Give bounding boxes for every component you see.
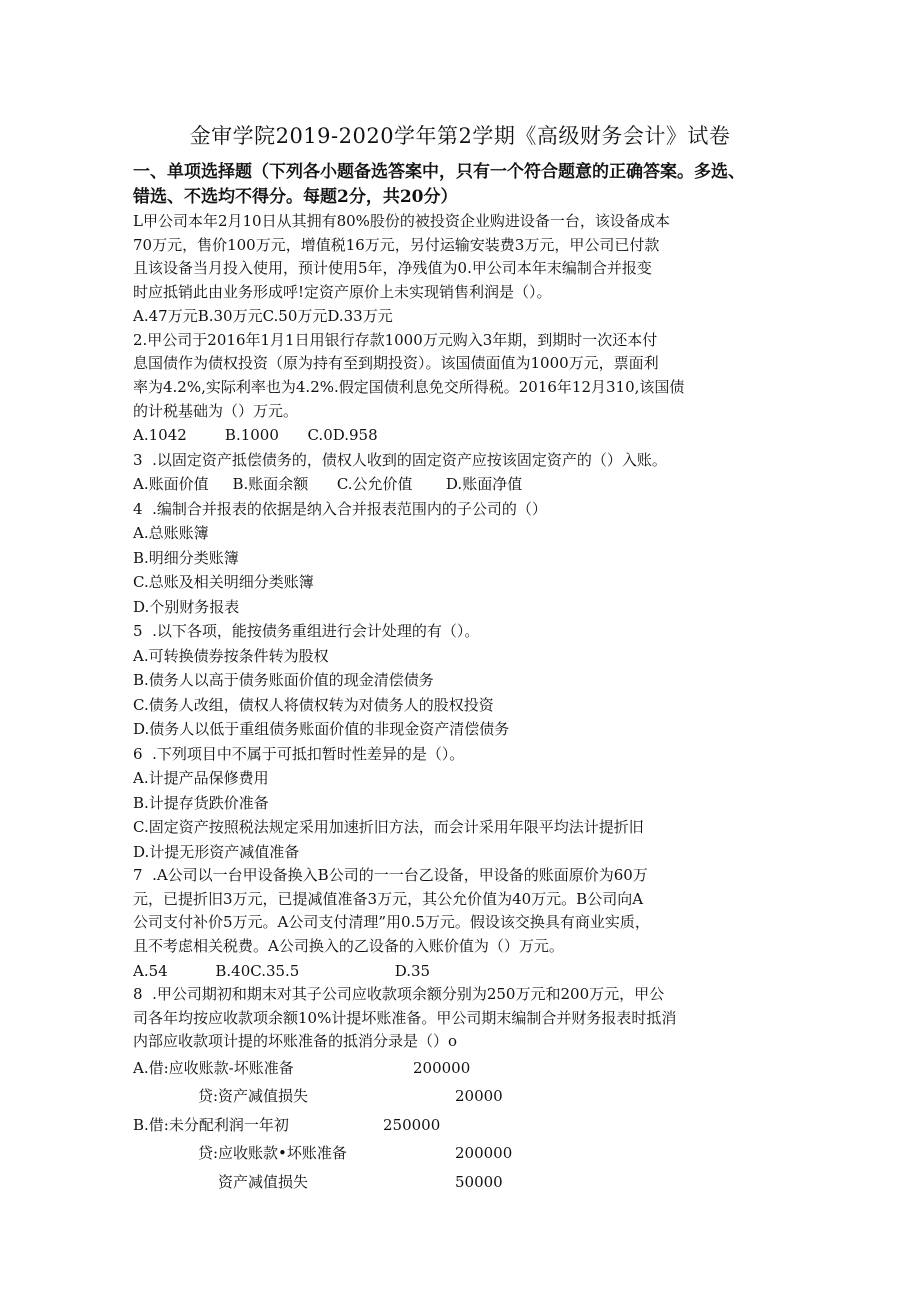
question-text: 2.甲公司于2016年1月1日用银行存款1000万元购入3年期，到期时一次还本付 bbox=[133, 330, 658, 349]
question-text: 司各年均按应收款项余额10%计提坏账准备。甲公司期末编制合并财务报表时抵消 bbox=[133, 1008, 677, 1027]
option-d: D.计提无形资产减值准备 bbox=[133, 842, 300, 861]
option-d: D.债务人以低于重组债务账面价值的非现金资产清偿债务 bbox=[133, 720, 510, 739]
option-c: C.总账及相关明细分类账簿 bbox=[133, 573, 314, 592]
question-text: 5 .以下各项，能按债务重组进行会计处理的有（）。 bbox=[133, 622, 480, 641]
question-8 bbox=[133, 983, 805, 1196]
journal-entry-line bbox=[133, 1082, 805, 1111]
question-text: 元，已提折旧3万元，已提减值准备3万元，其公允价值为40万元。B公司向A bbox=[133, 889, 644, 908]
question-3 bbox=[133, 448, 805, 497]
option-b: B.计提存货跌价准备 bbox=[133, 793, 269, 812]
option-a: A.可转换债券按条件转为股权 bbox=[133, 646, 329, 665]
question-text: 70万元，售价100万元，增值税16万元，另付运输安装费3万元，甲公司已付款 bbox=[133, 235, 660, 254]
entry-account: 贷:资产减值损失 bbox=[198, 1087, 309, 1106]
question-options: A.1042 B.1000 C.0D.958 bbox=[133, 426, 378, 445]
entry-account: A.借:应收账款-坏账准备 bbox=[133, 1058, 294, 1077]
exam-title: 金审学院2019-2020学年第2学期《高级财务会计》试卷 bbox=[189, 124, 731, 148]
entry-amount: 250000 bbox=[383, 1115, 441, 1134]
entry-account: 资产减值损失 bbox=[218, 1172, 309, 1191]
question-7 bbox=[133, 864, 805, 983]
question-options: A.47万元B.30万元C.50万元D.33万元 bbox=[133, 307, 393, 326]
question-text: 8 .甲公司期初和期末对其子公司应收款项余额分别为250万元和200万元，甲公 bbox=[133, 985, 665, 1004]
option-c: C.债务人改组，债权人将债权转为对债务人的股权投资 bbox=[133, 695, 494, 714]
journal-entry-line bbox=[133, 1054, 805, 1083]
entry-amount: 20000 bbox=[455, 1087, 503, 1106]
option-a: A.总账账簿 bbox=[133, 524, 209, 543]
question-1 bbox=[133, 210, 805, 329]
question-4 bbox=[133, 497, 805, 620]
question-text: 公司支付补价5万元。A公司支付清理”用0.5万元。假设该交换具有商业实质， bbox=[133, 913, 650, 932]
option-a: A.计提产品保修费用 bbox=[133, 769, 269, 788]
journal-entry-line bbox=[133, 1139, 805, 1168]
question-2 bbox=[133, 329, 805, 448]
question-options: A.账面价值 B.账面余额 C.公允价值 D.账面净值 bbox=[133, 475, 523, 494]
question-text: 且不考虑相关税费。A公司换入的乙设备的入账价值为（）万元。 bbox=[133, 937, 564, 956]
journal-entry-line bbox=[133, 1111, 805, 1140]
question-text: 4 .编制合并报表的依据是纳入合并报表范围内的子公司的（） bbox=[133, 499, 547, 518]
section-heading bbox=[133, 160, 803, 210]
section-heading-line: 错选、不选均不得分。每题2分，共20分） bbox=[133, 187, 458, 207]
entry-amount: 200000 bbox=[413, 1058, 471, 1077]
question-text: 的计税基础为（）万元。 bbox=[133, 401, 299, 420]
section-heading-line: 一、单项选择题（下列各小题备选答案中，只有一个符合题意的正确答案。多选、 bbox=[133, 162, 745, 182]
entry-account: 贷:应收账款•坏账准备 bbox=[198, 1144, 347, 1163]
question-text: 7 .A公司以一台甲设备换入B公司的一一台乙设备，甲设备的账面原价为60万 bbox=[133, 866, 648, 885]
question-options: A.54 B.40C.35.5 D.35 bbox=[133, 961, 431, 980]
question-6 bbox=[133, 742, 805, 865]
entry-amount: 50000 bbox=[455, 1172, 503, 1191]
option-c: C.固定资产按照税法规定采用加速折旧方法，而会计采用年限平均法计提折旧 bbox=[133, 818, 644, 837]
question-text: 且该设备当月投入使用，预计使用5年，净残值为0.甲公司本年末编制合并报变 bbox=[133, 259, 652, 278]
question-text: 6 .下列项目中不属于可抵扣暂时性差异的是（）。 bbox=[133, 744, 465, 763]
entry-account: B.借:未分配利润一年初 bbox=[133, 1115, 289, 1134]
option-d: D.个别财务报表 bbox=[133, 597, 240, 616]
option-b: B.明细分类账簿 bbox=[133, 548, 239, 567]
questions bbox=[133, 210, 805, 1196]
journal-entry-line bbox=[133, 1168, 805, 1197]
question-text: 率为4.2%,实际利率也为4.2%.假定国债利息免交所得税。2016年12月310,该国债 bbox=[133, 378, 685, 397]
question-text: L甲公司本年2月10日从其拥有80%股份的被投资企业购进设备一台，该设备成本 bbox=[133, 212, 670, 230]
question-text: 息国债作为债权投资（原为持有至到期投资）。该国债面值为1000万元，票面利 bbox=[133, 354, 659, 373]
option-b: B.债务人以高于债务账面价值的现金清偿债务 bbox=[133, 671, 434, 690]
question-text: 时应抵销此由业务形成呼!定资产原价上未实现销售利润是（）。 bbox=[133, 282, 552, 301]
question-text: 内部应收款项计提的坏账准备的抵消分录是（）o bbox=[133, 1032, 458, 1051]
question-text: 3 .以固定资产抵偿债务的，债权人收到的固定资产应按该固定资产的（）入账。 bbox=[133, 450, 667, 469]
entry-amount: 200000 bbox=[455, 1144, 513, 1163]
question-5 bbox=[133, 619, 805, 742]
